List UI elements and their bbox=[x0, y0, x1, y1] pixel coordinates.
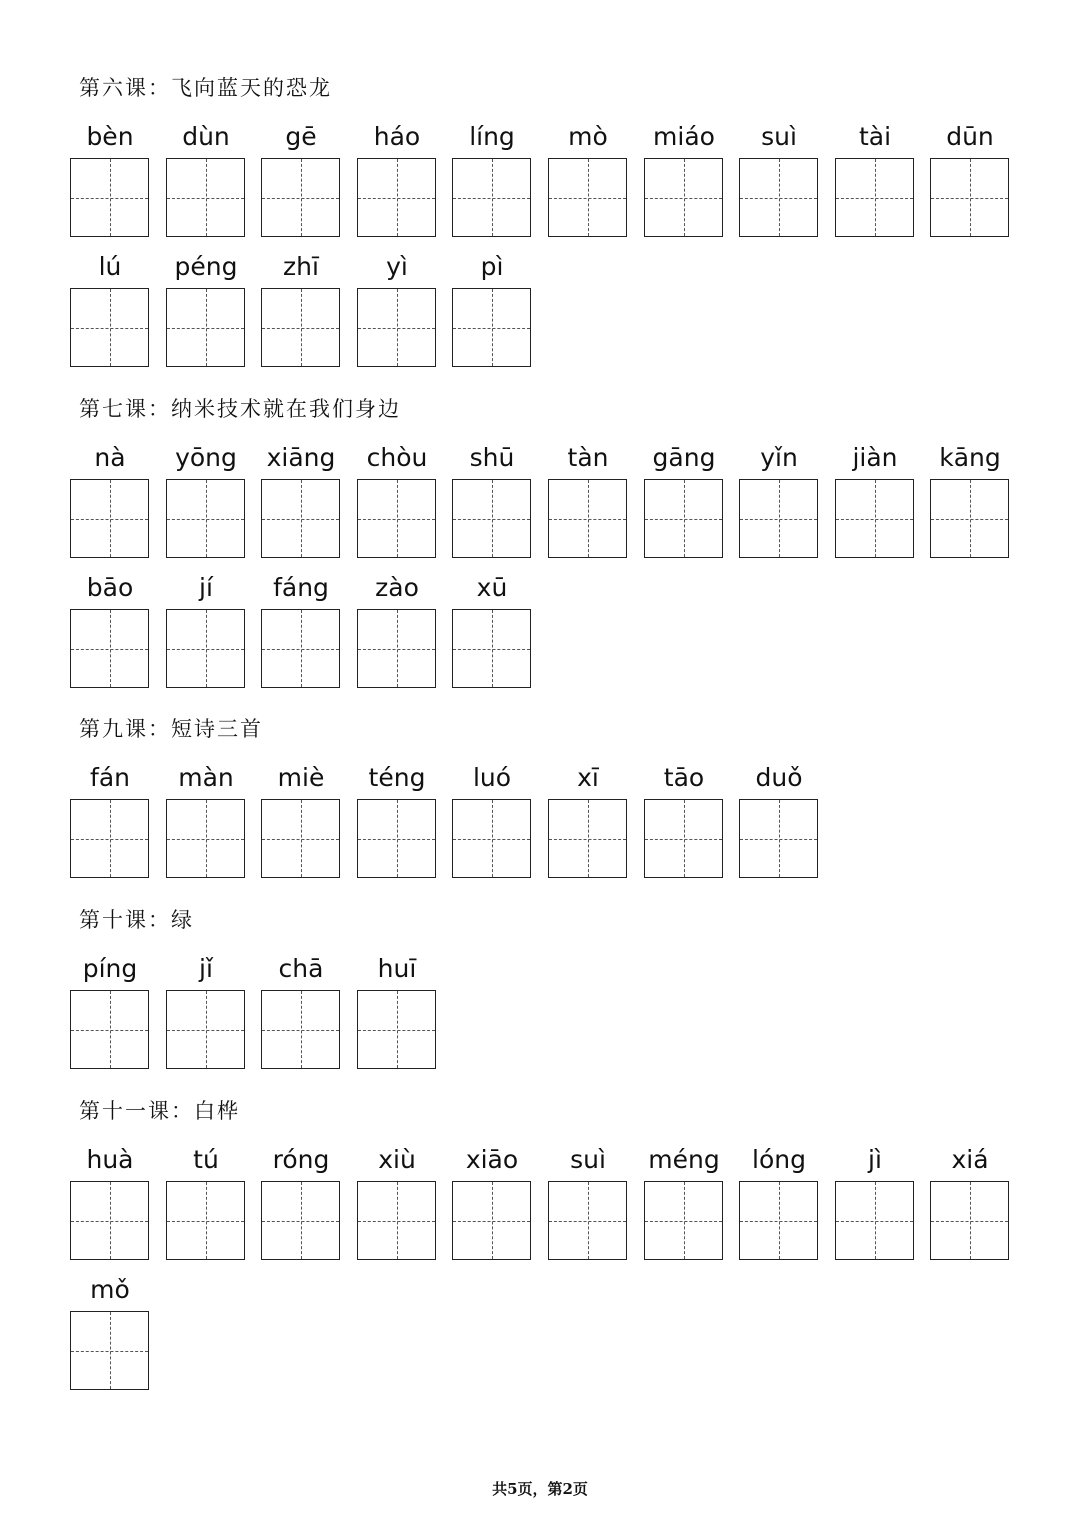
character-cell bbox=[166, 443, 246, 563]
pinyin-label: chā bbox=[278, 954, 324, 983]
writing-grid-box[interactable] bbox=[644, 479, 723, 558]
character-cell bbox=[452, 1145, 532, 1265]
pinyin-label: gē bbox=[285, 122, 317, 151]
writing-grid-box[interactable] bbox=[357, 288, 436, 367]
pinyin-label: shū bbox=[469, 443, 515, 472]
writing-grid-box[interactable] bbox=[548, 479, 627, 558]
pinyin-label: píng bbox=[82, 954, 138, 983]
pinyin-label: xiāng bbox=[266, 443, 336, 472]
character-cell bbox=[930, 443, 1010, 563]
writing-grid-box[interactable] bbox=[452, 288, 531, 367]
writing-grid-box[interactable] bbox=[70, 1311, 149, 1390]
writing-grid-box[interactable] bbox=[70, 799, 149, 878]
character-cell bbox=[70, 1275, 150, 1395]
pinyin-label: pì bbox=[480, 252, 504, 281]
writing-grid-box[interactable] bbox=[452, 158, 531, 237]
character-cell bbox=[548, 763, 628, 883]
character-cell bbox=[166, 1145, 246, 1265]
pinyin-label: tài bbox=[858, 122, 892, 151]
writing-grid-box[interactable] bbox=[261, 799, 340, 878]
pinyin-label: yì bbox=[386, 252, 408, 281]
pinyin-label: tàn bbox=[567, 443, 609, 472]
character-cell bbox=[644, 122, 724, 242]
pinyin-label: fán bbox=[90, 763, 130, 792]
writing-grid-box[interactable] bbox=[452, 1181, 531, 1260]
writing-grid-box[interactable] bbox=[835, 479, 914, 558]
character-cell bbox=[166, 954, 246, 1074]
pinyin-label: xū bbox=[476, 573, 508, 602]
page-footer: 共5页，第2页 bbox=[492, 1480, 588, 1498]
character-cell bbox=[70, 954, 150, 1074]
lesson-title: 第六课：飞向蓝天的恐龙 bbox=[79, 76, 332, 100]
writing-grid-box[interactable] bbox=[166, 158, 245, 237]
pinyin-label: huī bbox=[377, 954, 417, 983]
character-cell bbox=[548, 443, 628, 563]
writing-grid-box[interactable] bbox=[357, 479, 436, 558]
pinyin-label: bèn bbox=[86, 122, 134, 151]
writing-grid-box[interactable] bbox=[166, 990, 245, 1069]
character-cell bbox=[835, 443, 915, 563]
character-cell bbox=[261, 573, 341, 693]
pinyin-label: jì bbox=[868, 1145, 882, 1174]
character-cell bbox=[644, 763, 724, 883]
pinyin-label: xiá bbox=[951, 1145, 989, 1174]
character-cell bbox=[166, 763, 246, 883]
writing-grid-box[interactable] bbox=[548, 799, 627, 878]
character-cell bbox=[357, 954, 437, 1074]
writing-grid-box[interactable] bbox=[261, 288, 340, 367]
character-cell bbox=[835, 1145, 915, 1265]
pinyin-label: tú bbox=[193, 1145, 219, 1174]
pinyin-label: méng bbox=[648, 1145, 720, 1174]
pinyin-label: jǐ bbox=[199, 954, 213, 983]
character-cell bbox=[70, 122, 150, 242]
pinyin-label: gāng bbox=[652, 443, 716, 472]
pinyin-label: lú bbox=[98, 252, 122, 281]
writing-grid-box[interactable] bbox=[739, 1181, 818, 1260]
pinyin-label: téng bbox=[368, 763, 426, 792]
pinyin-label: duǒ bbox=[755, 763, 803, 792]
writing-grid-box[interactable] bbox=[261, 1181, 340, 1260]
pinyin-label: lóng bbox=[752, 1145, 806, 1174]
pinyin-label: mò bbox=[568, 122, 608, 151]
writing-grid-box[interactable] bbox=[357, 990, 436, 1069]
writing-grid-box[interactable] bbox=[644, 1181, 723, 1260]
pinyin-label: yōng bbox=[175, 443, 237, 472]
pinyin-label: dūn bbox=[946, 122, 994, 151]
pinyin-label: suì bbox=[761, 122, 797, 151]
character-cell bbox=[261, 954, 341, 1074]
writing-grid-box[interactable] bbox=[930, 1181, 1009, 1260]
pinyin-label: miè bbox=[277, 763, 325, 792]
character-cell bbox=[548, 122, 628, 242]
pinyin-label: mǒ bbox=[90, 1275, 130, 1304]
pinyin-label: péng bbox=[174, 252, 238, 281]
character-cell bbox=[70, 252, 150, 372]
writing-grid-box[interactable] bbox=[166, 799, 245, 878]
pinyin-label: jiàn bbox=[852, 443, 898, 472]
character-cell bbox=[357, 763, 437, 883]
character-cell bbox=[930, 122, 1010, 242]
character-cell bbox=[70, 443, 150, 563]
writing-grid-box[interactable] bbox=[261, 158, 340, 237]
character-cell bbox=[644, 1145, 724, 1265]
character-cell bbox=[357, 252, 437, 372]
writing-grid-box[interactable] bbox=[357, 609, 436, 688]
pinyin-label: fáng bbox=[273, 573, 329, 602]
pinyin-label: jí bbox=[199, 573, 213, 602]
pinyin-label: chòu bbox=[366, 443, 428, 472]
pinyin-label: xiù bbox=[378, 1145, 416, 1174]
character-cell bbox=[166, 122, 246, 242]
pinyin-label: dùn bbox=[182, 122, 230, 151]
writing-grid-box[interactable] bbox=[548, 158, 627, 237]
pinyin-label: kāng bbox=[939, 443, 1001, 472]
writing-grid-box[interactable] bbox=[930, 479, 1009, 558]
writing-grid-box[interactable] bbox=[166, 1181, 245, 1260]
character-cell bbox=[739, 763, 819, 883]
writing-grid-box[interactable] bbox=[166, 609, 245, 688]
lesson-title: 第七课：纳米技术就在我们身边 bbox=[79, 397, 401, 421]
writing-grid-box[interactable] bbox=[166, 288, 245, 367]
writing-grid-box[interactable] bbox=[644, 799, 723, 878]
character-cell bbox=[739, 1145, 819, 1265]
pinyin-label: róng bbox=[272, 1145, 330, 1174]
character-cell bbox=[261, 122, 341, 242]
writing-grid-box[interactable] bbox=[70, 158, 149, 237]
character-cell bbox=[739, 443, 819, 563]
writing-grid-box[interactable] bbox=[739, 799, 818, 878]
character-cell bbox=[548, 1145, 628, 1265]
writing-grid-box[interactable] bbox=[261, 990, 340, 1069]
writing-grid-box[interactable] bbox=[452, 609, 531, 688]
pinyin-label: zhī bbox=[283, 252, 319, 281]
pinyin-label: suì bbox=[570, 1145, 606, 1174]
character-cell bbox=[357, 122, 437, 242]
writing-grid-box[interactable] bbox=[452, 799, 531, 878]
character-cell bbox=[452, 573, 532, 693]
character-cell bbox=[70, 573, 150, 693]
writing-grid-box[interactable] bbox=[70, 479, 149, 558]
character-cell bbox=[452, 122, 532, 242]
pinyin-label: háo bbox=[373, 122, 421, 151]
pinyin-label: huà bbox=[86, 1145, 134, 1174]
writing-grid-box[interactable] bbox=[739, 479, 818, 558]
writing-grid-box[interactable] bbox=[70, 288, 149, 367]
pinyin-label: zào bbox=[375, 573, 419, 602]
character-cell bbox=[835, 122, 915, 242]
character-cell bbox=[166, 573, 246, 693]
lesson-title: 第十课：绿 bbox=[79, 908, 194, 932]
character-cell bbox=[70, 1145, 150, 1265]
pinyin-label: xiāo bbox=[465, 1145, 519, 1174]
writing-grid-box[interactable] bbox=[835, 1181, 914, 1260]
writing-grid-box[interactable] bbox=[739, 158, 818, 237]
writing-grid-box[interactable] bbox=[70, 609, 149, 688]
character-cell bbox=[452, 763, 532, 883]
character-cell bbox=[739, 122, 819, 242]
pinyin-label: tāo bbox=[663, 763, 705, 792]
pinyin-label: luó bbox=[472, 763, 512, 792]
writing-grid-box[interactable] bbox=[930, 158, 1009, 237]
character-cell bbox=[452, 443, 532, 563]
writing-grid-box[interactable] bbox=[644, 158, 723, 237]
pinyin-label: bāo bbox=[86, 573, 134, 602]
character-cell bbox=[166, 252, 246, 372]
pinyin-label: nà bbox=[94, 443, 126, 472]
character-cell bbox=[357, 573, 437, 693]
writing-grid-box[interactable] bbox=[70, 990, 149, 1069]
writing-grid-box[interactable] bbox=[166, 479, 245, 558]
lesson-title: 第十一课：白桦 bbox=[79, 1099, 240, 1123]
lesson-title: 第九课：短诗三首 bbox=[79, 717, 263, 741]
writing-grid-box[interactable] bbox=[452, 479, 531, 558]
writing-grid-box[interactable] bbox=[357, 1181, 436, 1260]
pinyin-label: màn bbox=[178, 763, 234, 792]
pinyin-label: xī bbox=[577, 763, 599, 792]
writing-grid-box[interactable] bbox=[835, 158, 914, 237]
character-cell bbox=[261, 252, 341, 372]
writing-grid-box[interactable] bbox=[261, 479, 340, 558]
pinyin-label: yǐn bbox=[760, 443, 798, 472]
writing-grid-box[interactable] bbox=[548, 1181, 627, 1260]
writing-grid-box[interactable] bbox=[357, 158, 436, 237]
character-cell bbox=[452, 252, 532, 372]
character-cell bbox=[261, 443, 341, 563]
pinyin-label: líng bbox=[469, 122, 515, 151]
pinyin-label: miáo bbox=[653, 122, 715, 151]
character-cell bbox=[644, 443, 724, 563]
character-cell bbox=[930, 1145, 1010, 1265]
character-cell bbox=[357, 443, 437, 563]
character-cell bbox=[357, 1145, 437, 1265]
character-cell bbox=[70, 763, 150, 883]
character-cell bbox=[261, 763, 341, 883]
writing-grid-box[interactable] bbox=[261, 609, 340, 688]
writing-grid-box[interactable] bbox=[70, 1181, 149, 1260]
writing-grid-box[interactable] bbox=[357, 799, 436, 878]
character-cell bbox=[261, 1145, 341, 1265]
